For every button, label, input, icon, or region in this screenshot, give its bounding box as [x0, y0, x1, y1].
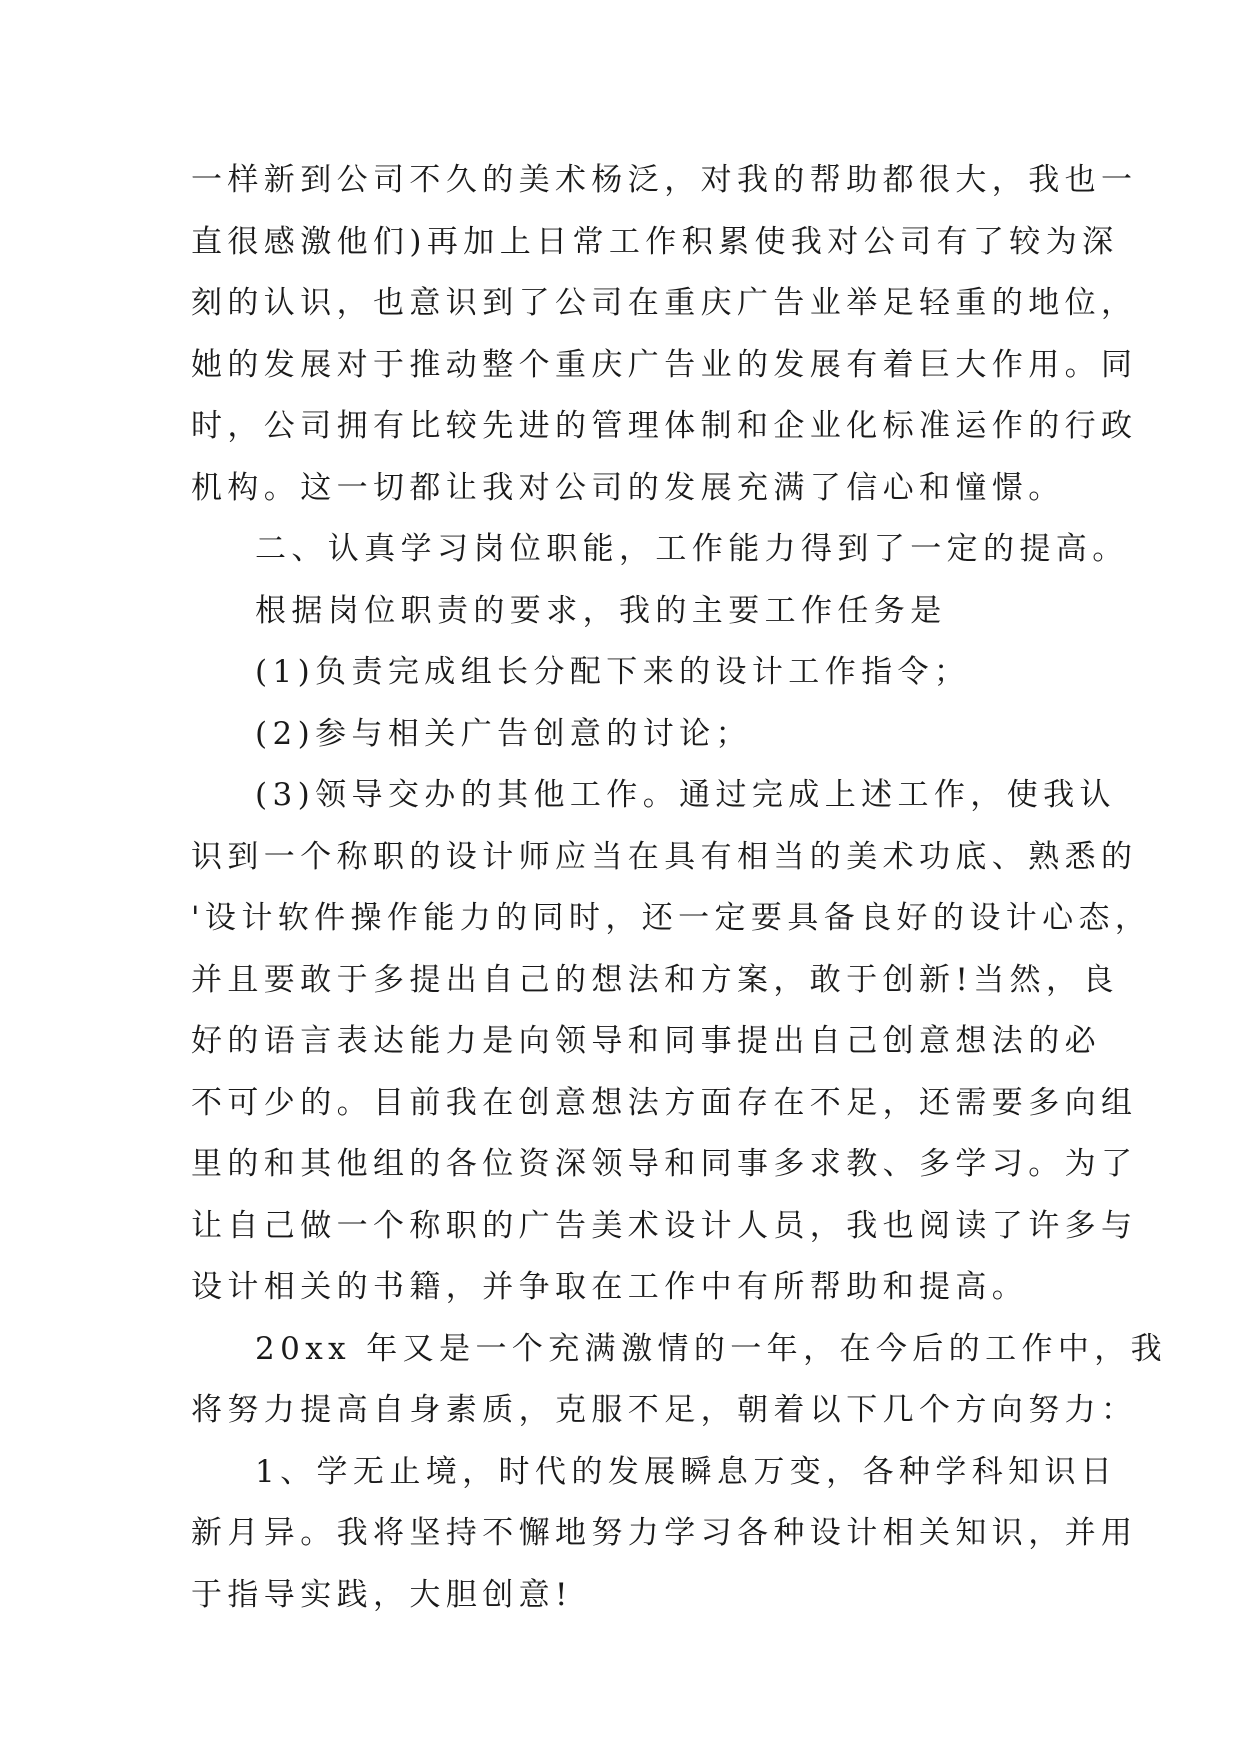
text-line: 根据岗位职责的要求，我的主要工作任务是 — [255, 592, 947, 629]
text-line: 新月异。我将坚持不懈地努力学习各种设计相关知识，并用 — [191, 1515, 1138, 1551]
list-item: (1)负责完成组长分配下来的设计工作指令； — [255, 654, 971, 690]
body-text — [191, 150, 1168, 1626]
text-line: 刻的认识，也意识到了公司在重庆广告业举足轻重的地位， — [191, 285, 1138, 321]
list-item: (2)参与相关广告创意的讨论； — [255, 715, 752, 752]
paragraph-start: 20xx 年又是一个充满激情的一年，在今后的工作中，我 — [255, 1330, 1168, 1367]
text-line: 让自己做一个称职的广告美术设计人员，我也阅读了许多与 — [191, 1207, 1138, 1244]
text-line: 一样新到公司不久的美术杨泛，对我的帮助都很大，我也一 — [191, 162, 1138, 198]
text-line: 时，公司拥有比较先进的管理体制和企业化标准运作的行政 — [191, 408, 1138, 444]
section-heading: 二、认真学习岗位职能，工作能力得到了一定的提高。 — [255, 531, 1129, 567]
text-line: 将努力提高自身素质，克服不足，朝着以下几个方向努力： — [191, 1392, 1138, 1428]
text-line: 直很感激他们)再加上日常工作积累使我对公司有了较为深 — [191, 223, 1119, 260]
text-line: 设计相关的书籍，并争取在工作中有所帮助和提高。 — [191, 1269, 1029, 1305]
text-line: 于指导实践，大胆创意! — [191, 1576, 573, 1613]
text-line: 机构。这一切都让我对公司的发展充满了信心和憧憬。 — [191, 469, 1065, 506]
text-line: 她的发展对于推动整个重庆广告业的发展有着巨大作用。同 — [191, 346, 1138, 383]
list-item: (3)领导交办的其他工作。通过完成上述工作，使我认 — [255, 777, 1116, 813]
text-line: '设计软件操作能力的同时，还一定要具备良好的设计心态， — [191, 900, 1152, 936]
text-line: 识到一个称职的设计师应当在具有相当的美术功底、熟悉的 — [191, 838, 1138, 875]
text-line: 不可少的。目前我在创意想法方面存在不足，还需要多向组 — [191, 1084, 1138, 1121]
text-line: 并且要敢于多提出自己的想法和方案，敢于创新!当然，良 — [191, 961, 1119, 998]
text-line: 好的语言表达能力是向领导和同事提出自己创意想法的必 — [191, 1023, 1101, 1059]
text-line: 里的和其他组的各位资深领导和同事多求教、多学习。为了 — [191, 1146, 1138, 1182]
list-item: 1、学无止境，时代的发展瞬息万变，各种学科知识日 — [255, 1453, 1118, 1490]
